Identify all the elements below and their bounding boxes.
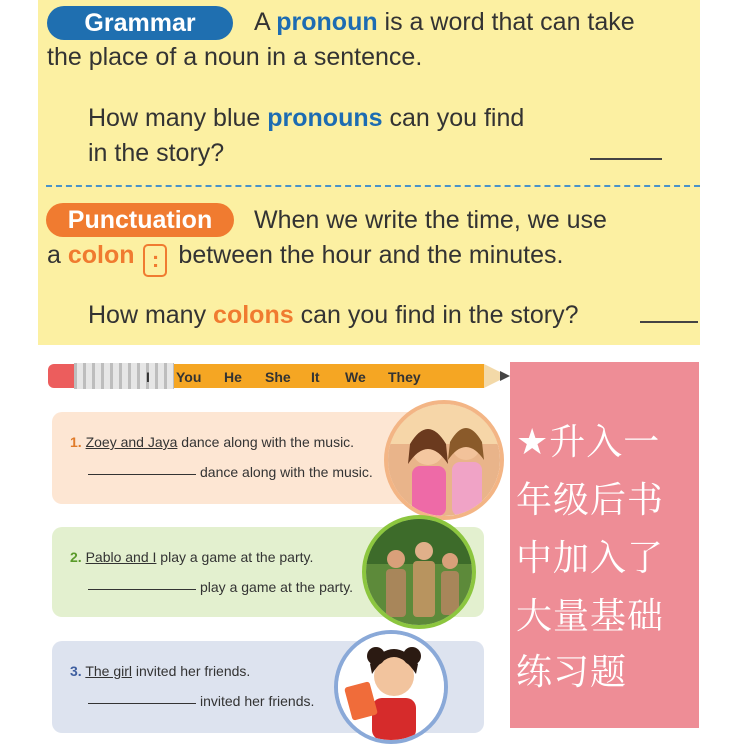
girl-with-card-photo [334, 630, 448, 744]
exercise-answer-line: dance along with the music. [88, 464, 373, 480]
grammar-question-line1: How many blue pronouns can you find [88, 104, 525, 132]
colon-symbol-box: : [143, 244, 167, 277]
promo-line: 练习题 [516, 652, 628, 693]
punctuation-definition-line2: a colon : between the hour and the minutes. [47, 240, 563, 277]
grammar-definition-line2: the place of a noun in a sentence. [47, 43, 423, 71]
exercise-subject: The girl [85, 663, 133, 679]
grammar-answer-blank[interactable] [590, 158, 662, 160]
punctuation-answer-blank[interactable] [640, 321, 698, 323]
exercise-subject: Zoey and Jaya [85, 434, 178, 450]
grammar-label: Grammar [47, 6, 233, 40]
answer-blank[interactable] [88, 589, 196, 590]
exercise-sentence: 2. Pablo and I play a game at the party. [70, 549, 314, 565]
punctuation-definition-line1: When we write the time, we use [254, 206, 607, 234]
colon-term: colon [67, 241, 135, 269]
exercise-sentence: 1. Zoey and Jaya dance along with the music. [70, 434, 355, 450]
punctuation-question: How many colons can you find in the story? [88, 301, 579, 329]
grammar-definition-line1: A pronoun is a word that can take [254, 8, 635, 36]
promo-line: 年级后书 [516, 480, 665, 521]
pencil-eraser [48, 364, 74, 388]
answer-blank[interactable] [88, 474, 196, 475]
pronoun-word: You [176, 369, 202, 385]
exercise-sentence: 3. The girl invited her friends. [70, 663, 251, 679]
pronoun-term: pronoun [276, 8, 378, 36]
pencil-lead [500, 371, 510, 381]
promo-line: 大量基础 [516, 596, 665, 637]
girls-dancing-photo [384, 400, 504, 520]
pronoun-word: I [146, 369, 150, 385]
answer-blank[interactable] [88, 703, 196, 704]
colons-term: colons [213, 301, 294, 329]
pronoun-word: We [345, 369, 366, 385]
pencil-ferrule [74, 363, 174, 389]
section-divider [46, 185, 700, 187]
pronoun-word: She [265, 369, 291, 385]
promo-banner [510, 362, 699, 728]
pencil-word-bank [48, 362, 493, 390]
pronoun-word: He [224, 369, 242, 385]
exercise-answer-line: invited her friends. [88, 693, 314, 709]
sack-race-photo [362, 515, 476, 629]
punctuation-label: Punctuation [46, 203, 234, 237]
grammar-question-line2: in the story? [88, 139, 225, 167]
pencil-body [174, 364, 484, 388]
promo-line: ★升入一 [516, 422, 661, 463]
promo-line: 中加入了 [516, 538, 665, 579]
exercise-answer-line: play a game at the party. [88, 579, 353, 595]
pronoun-word: It [311, 369, 320, 385]
exercise-subject: Pablo and I [85, 549, 157, 565]
pronoun-word: They [388, 369, 421, 385]
pronouns-term: pronouns [267, 104, 383, 132]
